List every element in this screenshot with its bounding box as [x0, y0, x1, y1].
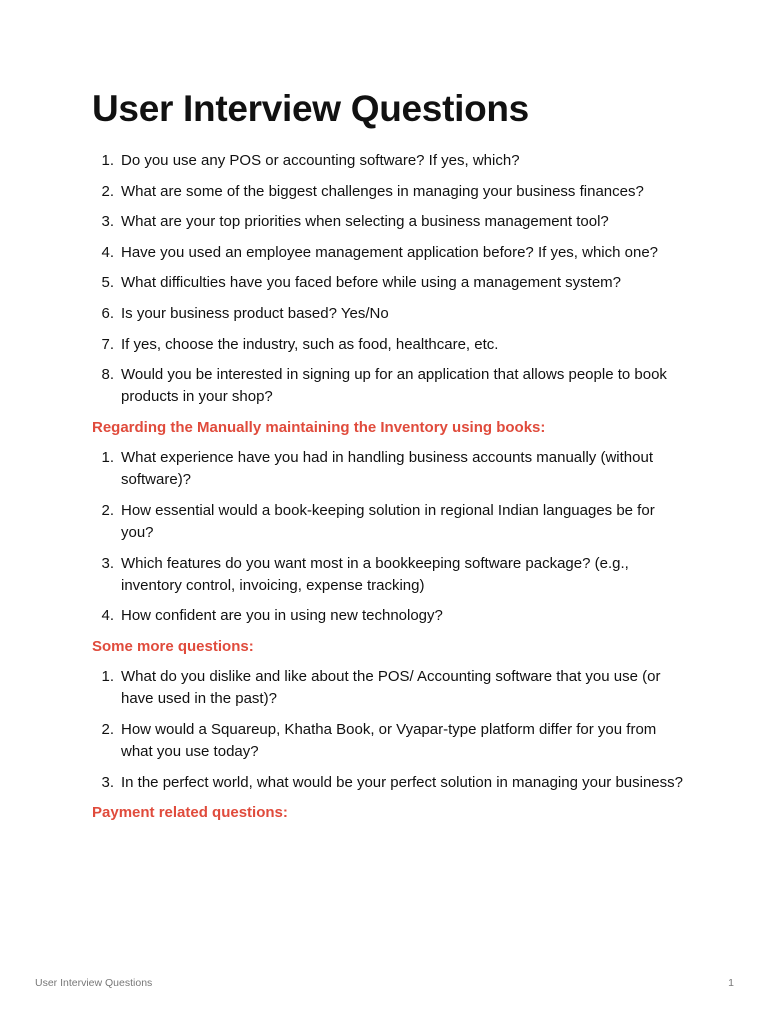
- list-item-text: How essential would a book-keeping solution in regional Indian languages be for you?: [121, 501, 655, 541]
- list-item: 1. Do you use any POS or accounting software? If yes, which?: [101, 152, 520, 169]
- document-page: [92, 86, 684, 833]
- list-item: 5. What difficulties have you faced before while using a management system?: [101, 274, 621, 292]
- list-item: 4. How confident are you in using new technology?: [101, 607, 443, 625]
- list-item: 3. What are your top priorities when selecting a business management tool?: [101, 213, 609, 231]
- list-item: 1. What experience have you had in handling business accounts manually (without software)?: [101, 449, 653, 489]
- list-item-text: How would a Squareup, Khatha Book, or Vyapar-type platform differ for you from what you use today?: [121, 720, 657, 760]
- list-item-text: What are some of the biggest challenges in managing your business finances?: [121, 182, 644, 200]
- list-item-text: What experience have you had in handling business accounts manually (without software)?: [121, 449, 653, 489]
- list-item-text: Have you used an employee management application before? If yes, which one?: [121, 243, 659, 261]
- list-item: 2. What are some of the biggest challenges in managing your business finances?: [101, 182, 644, 200]
- list-item: 3. Which features do you want most in a bookkeeping software package? (e.g., inventory control, invoicing, expense tracking): [101, 554, 629, 594]
- question-list-general: [92, 150, 684, 408]
- section-heading-more-questions: Some more questions:: [92, 637, 254, 655]
- page-title: User Interview Questions: [92, 88, 529, 129]
- list-item: 7. If yes, choose the industry, such as food, healthcare, etc.: [101, 335, 499, 353]
- list-item-text: What difficulties have you faced before while using a management system?: [121, 274, 621, 292]
- footer-page-number: 1: [728, 977, 734, 989]
- list-item: 2. How essential would a book-keeping solution in regional Indian languages be for you?: [101, 501, 655, 541]
- footer-title: User Interview Questions: [35, 977, 153, 989]
- list-item-text: Which features do you want most in a bookkeeping software package? (e.g., inventory control, invoicing, expense tracking): [121, 554, 629, 594]
- question-list-more: [92, 666, 684, 793]
- list-item-text: Would you be interested in signing up for an application that allows people to book products in your shop?: [121, 366, 667, 406]
- list-item: 6. Is your business product based? Yes/No: [101, 304, 389, 322]
- list-item: 4. Have you used an employee management application before? If yes, which one?: [101, 243, 659, 261]
- section-heading-payment: Payment related questions:: [92, 804, 288, 822]
- section-heading-manual-inventory: Regarding the Manually maintaining the Inventory using books:: [92, 418, 546, 436]
- list-item: 8. Would you be interested in signing up for an application that allows people to book products in your shop?: [101, 366, 667, 406]
- list-item: 3. In the perfect world, what would be your perfect solution in managing your business?: [101, 773, 683, 791]
- list-item-text: How confident are you in using new technology?: [121, 607, 443, 625]
- list-item-text: Is your business product based? Yes/No: [121, 304, 389, 322]
- list-item-text: What do you dislike and like about the POS/ Accounting software that you use (or have used in the past)?: [121, 668, 661, 708]
- list-item-text: In the perfect world, what would be your perfect solution in managing your business?: [121, 773, 683, 791]
- question-list-manual-inventory: [92, 447, 684, 627]
- list-item: 2. How would a Squareup, Khatha Book, or Vyapar-type platform differ for you from what you use today?: [101, 720, 657, 760]
- list-item-text: If yes, choose the industry, such as food, healthcare, etc.: [121, 335, 499, 353]
- list-item-text: Do you use any POS or accounting software? If yes, which?: [121, 152, 520, 169]
- list-item: 1. What do you dislike and like about the POS/ Accounting software that you use (or have used in the past)?: [101, 668, 661, 708]
- list-item-text: What are your top priorities when selecting a business management tool?: [121, 213, 609, 231]
